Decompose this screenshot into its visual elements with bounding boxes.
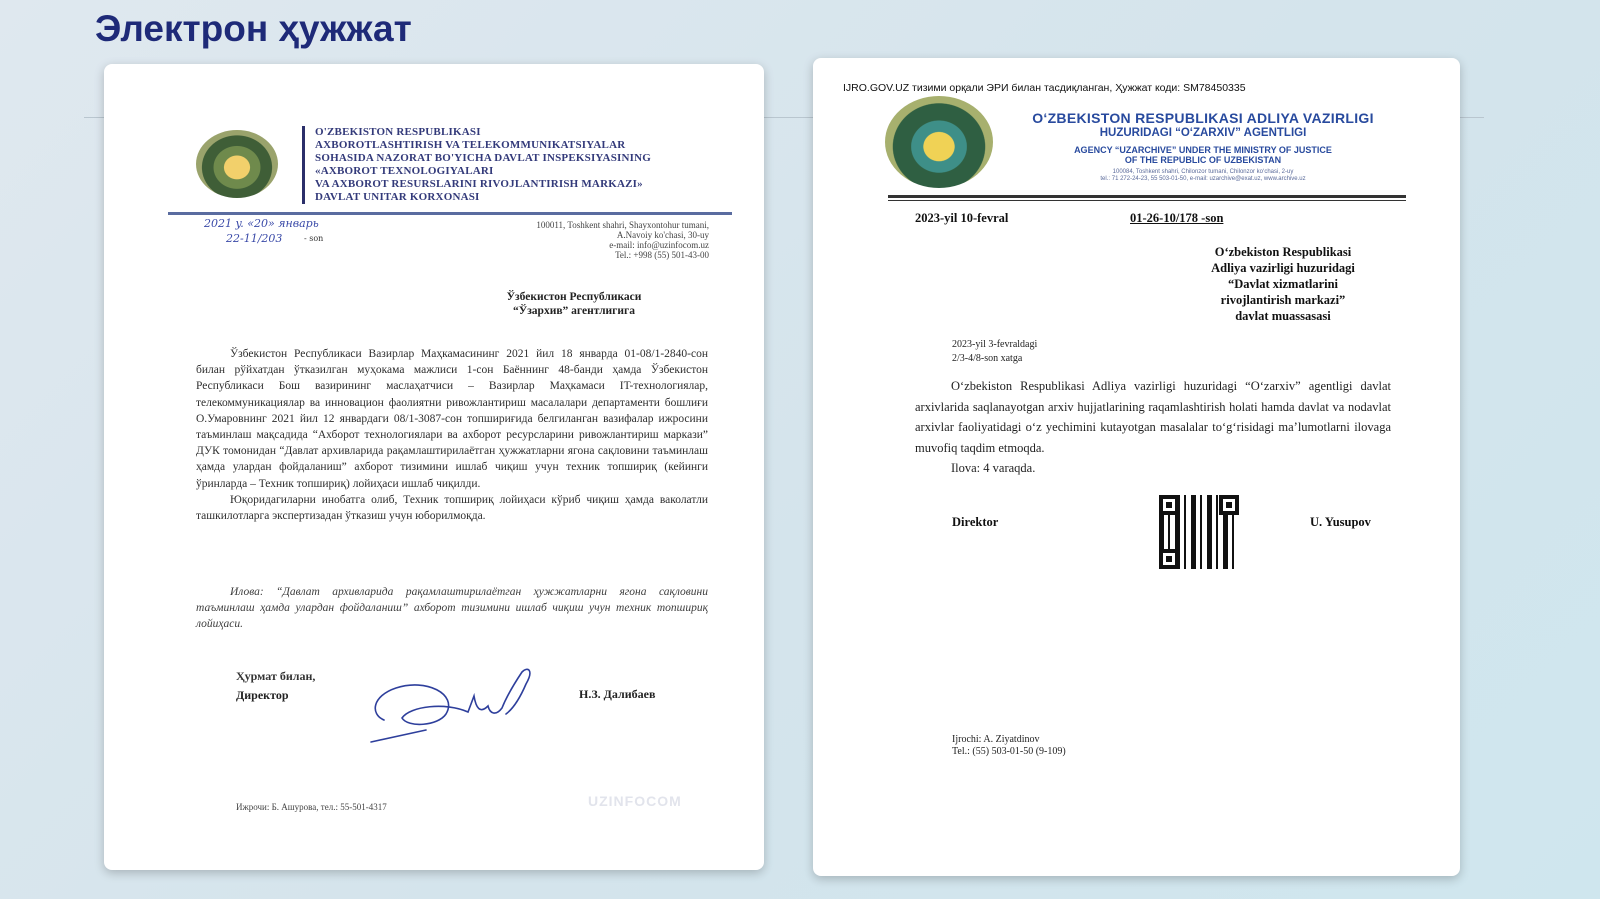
contact-line: tel.: 71 272-24-23, 55 503-01-50, e-mail: uzarchive@exat.uz, www.archive.uz	[1100, 176, 1306, 182]
recipient-block	[1173, 244, 1393, 324]
recipient-line: Adliya vazirligi huzuridagi	[1211, 261, 1355, 275]
recipient-block	[404, 290, 744, 318]
recipient-line: Ўзбекистон Республикаси	[506, 291, 642, 303]
reference-line: 2023-yil 3-fevraldagi	[952, 339, 1038, 350]
verification-line: IJRO.GOV.UZ тизими орқали ЭРИ билан тасдиқланган, Ҳужжат коди: SM78450335	[843, 82, 1246, 94]
signer-title: Direktor	[952, 515, 999, 529]
org-line: AXBOROTLASHTIRISH VA TELEKOMMUNIKATSIYALAR	[315, 139, 626, 151]
state-emblem-icon	[885, 96, 993, 188]
handwritten-date: 2021 y. «20» январь	[204, 217, 319, 230]
ministry-line: O‘ZBEKISTON RESPUBLIKASI ADLIYA VAZIRLIGI	[1032, 110, 1374, 126]
qr-code-icon	[1159, 495, 1239, 569]
executor-block	[952, 734, 1066, 758]
divider-right	[1460, 117, 1484, 118]
letter-date: 2023-yil 10-fevral	[915, 211, 1009, 225]
address-block	[489, 220, 709, 260]
address-line: A.Navoiy ko'chasi, 30-uy	[616, 230, 709, 240]
letter-body: O‘zbekiston Respublikasi Adliya vazirligi huzuridagi “O‘zarxiv” agentligi davlat arxivlarida saqlanayotgan arxiv hujjatlarining raqamlashtirish holati hamda davlat va nodavlat arxivlar faoliyatidagi o‘z yechimini kutayotgan masalalar to‘g‘risidagi ma’lumotlarni ilovaga muvofiq taqdim etmoqda.	[915, 379, 1391, 455]
org-header	[302, 126, 672, 204]
reference-block	[952, 338, 1037, 366]
ministry-header	[1003, 110, 1403, 183]
address-line: e-mail: info@uzinfocom.uz	[609, 240, 709, 250]
contact-line: 100084, Toshkent shahri, Chilonzor tumani, Chilonzor ko‘chasi, 2-uy	[1112, 169, 1294, 175]
recipient-line: “Ўзархив” агентлигига	[513, 305, 635, 317]
divider-left	[84, 117, 106, 118]
signer-name: U. Yusupov	[1310, 515, 1371, 529]
faded-stamp: UZINFOCOM	[588, 793, 682, 809]
executor-note: Ижрочи: Б. Ашурова, тел.: 55-501-4317	[236, 802, 387, 812]
document-right	[813, 58, 1460, 876]
recipient-line: davlat muassasasi	[1235, 309, 1331, 323]
executor-line: Tel.: (55) 503-01-50 (9-109)	[952, 746, 1066, 757]
org-line: VA AXBOROT RESURSLARINI RIVOJLANTIRISH MARKAZI»	[315, 178, 643, 190]
signer-title: Директор	[236, 688, 289, 702]
reference-line: 2/3-4/8-son xatga	[952, 353, 1023, 364]
org-line: SOHASIDA NAZORAT BO'YICHA DAVLAT INSPEKSIYASINING	[315, 152, 652, 164]
body-paragraph: Юқоридагиларни инобатга олиб, Техник топшириқ лойиҳаси кўриб чиқиш ҳамда ваколатли ташкилотларга экспертизадан ўтказиш учун юборилмоқда.	[196, 493, 708, 523]
executor-line: Ijrochi: A. Ziyatdinov	[952, 734, 1040, 745]
handwritten-signature	[366, 662, 546, 752]
recipient-line: O‘zbekiston Respublikasi	[1214, 245, 1352, 259]
org-line: O'ZBEKISTON RESPUBLIKASI	[315, 126, 481, 138]
org-line: «AXBOROT TEXNOLOGIYALARI	[315, 165, 494, 177]
header-rule	[168, 212, 732, 215]
document-left	[104, 64, 764, 870]
signer-name: Н.З. Далибаев	[579, 687, 656, 701]
recipient-line: “Davlat xizmatlarini	[1227, 277, 1339, 291]
address-line: 100011, Toshkent shahri, Shayxontohur tumani,	[536, 220, 709, 230]
attachment-note: Илова: “Давлат архивларида рақамлаштирилаётган ҳужжатларни ягона сақловини таъминлаш ҳамда улардан фойдаланиш” ахборот тизимини ишлаб чиқиш учун техник топшириқ лойиҳаси.	[196, 586, 708, 631]
number-suffix: - son	[304, 234, 324, 243]
handwritten-number: 22-11/203	[226, 232, 283, 245]
ministry-en-line: OF THE REPUBLIC OF UZBEKISTAN	[1124, 155, 1282, 165]
ministry-line: HUZURIDAGI “O‘ZARXIV” AGENTLIGI	[1099, 127, 1307, 139]
attachment-note: Ilova: 4 varaqda.	[951, 461, 1036, 475]
slide-title: Электрон ҳужжат	[95, 8, 412, 49]
body-paragraph: Ўзбекистон Республикаси Вазирлар Маҳкамасининг 2021 йил 18 январда 01-08/1-2840-сон билан рўйхатдан ўтказилган муҳокама мажлиси 1-сон Баённинг 48-банди ҳамда Ўзбекистон Республикаси Бош вазирининг маслаҳатчиси – Вазирлар Маҳкамаси IT-технологиялар, телекоммуникациялар ва инновацион фаолиятни ривожлантириш масалалари департаменти бошлиғи О.Умаровнинг 2021 йил 12 январдаги 08/1-3087-сон топшириғида белгиланган вазифалар ижросини таъминлаш мақсадида “Ахборот технологиялари ва ахборот ресурсларини ривожлантириш маркази” ДУК томонидан “Давлат архивларида рақамлаштирилаётган ҳужжатларни ягона сақловини таъминлаш ҳамда улардан фойдаланиш” ахборот тизимини ишлаб чиқиш учун техник топшириқ (кейинги ўринларда – Техник топшириқ) лойиҳаси ишлаб чиқилди.	[196, 348, 708, 490]
state-emblem-icon	[196, 130, 278, 198]
letter-number: 01-26-10/178 -son	[1130, 211, 1224, 225]
divider-middle	[764, 117, 813, 118]
header-rule	[888, 195, 1406, 198]
address-line: Tel.: +998 (55) 501-43-00	[615, 250, 709, 260]
org-line: DAVLAT UNITAR KORXONASI	[315, 191, 480, 203]
letter-body	[196, 346, 708, 524]
closing-regards: Ҳурмат билан,	[236, 669, 316, 683]
header-rule-thin	[888, 200, 1406, 201]
recipient-line: rivojlantirish markazi”	[1220, 293, 1346, 307]
ministry-en-line: AGENCY “UZARCHIVE” UNDER THE MINISTRY OF JUSTICE	[1074, 145, 1332, 155]
